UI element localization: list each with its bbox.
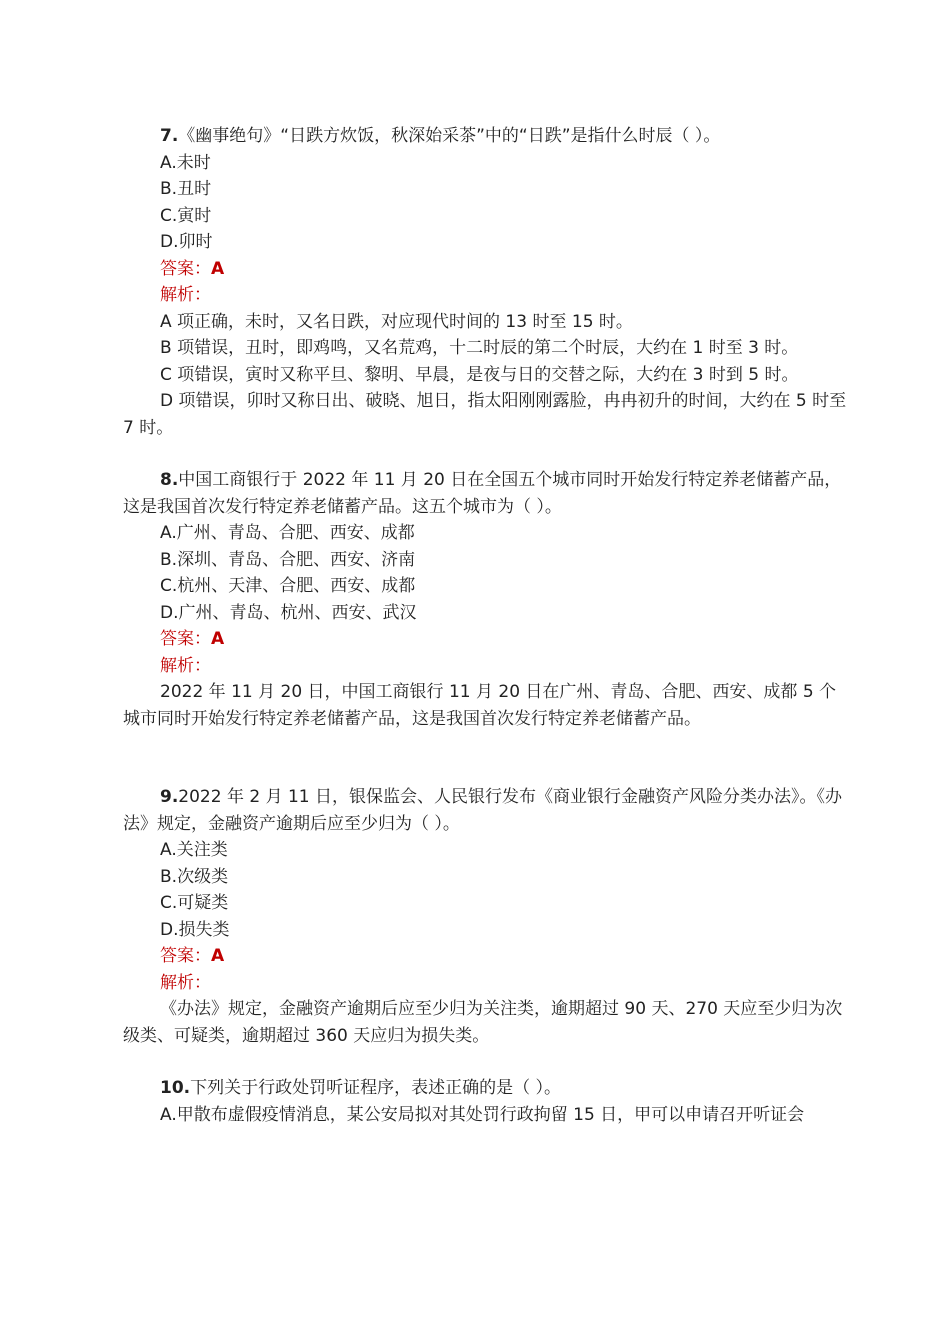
question-text: 中国工商银行于 2022 年 11 月 20 日在全国五个城市同时开始发行特定养老储蓄产品，这是我国首次发行特定养老储蓄产品。这五个城市为（ ）。 — [123, 470, 842, 517]
spacer — [123, 732, 847, 784]
answer-value: A — [211, 258, 225, 279]
answer-line — [123, 256, 847, 283]
analysis-label: 解析： — [160, 972, 211, 993]
option-b: B.丑时 — [160, 179, 212, 199]
question-number: 10. — [160, 1078, 191, 1098]
question-8 — [123, 467, 847, 732]
option-b: B.深圳、青岛、合肥、西安、济南 — [160, 549, 416, 570]
question-text: 下列关于行政处罚听证程序，表述正确的是（ ）。 — [190, 1078, 562, 1098]
question-9 — [123, 784, 847, 1049]
answer-value: A — [211, 629, 225, 649]
answer-label: 答案： — [160, 629, 211, 649]
question-10 — [123, 1075, 847, 1128]
option-d: D.损失类 — [160, 919, 230, 940]
option-a: A.甲散布虚假疫情消息，某公安局拟对其处罚行政拘留 15 日，甲可以申请召开听证会 — [160, 1104, 805, 1125]
option-c: C.寅时 — [160, 205, 212, 226]
question-stem — [123, 123, 847, 150]
question-stem — [123, 784, 847, 837]
analysis-label: 解析： — [160, 285, 211, 305]
option-d: D.卯时 — [160, 232, 213, 252]
option-a: A.广州、青岛、合肥、西安、成都 — [160, 523, 415, 543]
question-7 — [123, 123, 847, 441]
option-a: A.关注类 — [160, 840, 228, 860]
document-page — [123, 123, 847, 1128]
analysis-paragraph: B 项错误，丑时，即鸡鸣，又名荒鸡，十二时辰的第二个时辰，大约在 1 时至 3 时。 — [160, 338, 799, 358]
analysis-paragraph: 2022 年 11 月 20 日，中国工商银行 11 月 20 日在广州、青岛、合肥、西安、成都 5 个城市同时开始发行特定养老储蓄产品，这是我国首次发行特定养老储蓄产品。 — [123, 682, 837, 729]
answer-label: 答案： — [160, 258, 211, 279]
analysis-label: 解析： — [160, 655, 211, 676]
answer-label: 答案： — [160, 946, 211, 966]
question-text: 《幽事绝句》“日跌方炊饭，秋深始采茶”中的“日跌”是指什么时辰（ ）。 — [178, 126, 721, 146]
answer-line — [123, 943, 847, 970]
analysis-paragraph: A 项正确，未时，又名日跌，对应现代时间的 13 时至 15 时。 — [160, 311, 633, 332]
question-number: 9. — [160, 787, 179, 807]
answer-line — [123, 626, 847, 653]
analysis-paragraph: C 项错误，寅时又称平旦、黎明、早晨，是夜与日的交替之际，大约在 3 时到 5 时。 — [160, 364, 799, 385]
option-c: C.可疑类 — [160, 893, 229, 913]
answer-value: A — [211, 946, 225, 966]
option-b: B.次级类 — [160, 866, 229, 887]
analysis-paragraph: 《办法》规定，金融资产逾期后应至少归为关注类，逾期超过 90 天、270 天应至少归为次级类、可疑类，逾期超过 360 天应归为损失类。 — [123, 999, 843, 1046]
question-stem — [123, 467, 847, 520]
option-c: C.杭州、天津、合肥、西安、成都 — [160, 576, 416, 596]
question-stem — [123, 1075, 847, 1102]
option-a: A.未时 — [160, 152, 211, 173]
question-number: 8. — [160, 470, 179, 490]
spacer — [123, 1049, 847, 1075]
option-d: D.广州、青岛、杭州、西安、武汉 — [160, 602, 417, 623]
question-text: 2022 年 2 月 11 日，银保监会、人民银行发布《商业银行金融资产风险分类办法》。《办法》规定，金融资产逾期后应至少归为（ ）。 — [123, 787, 843, 834]
spacer — [123, 441, 847, 467]
analysis-paragraph: D 项错误，卯时又称日出、破晓、旭日，指太阳刚刚露脸，冉冉初升的时间，大约在 5 时至 7 时。 — [123, 391, 847, 438]
question-number: 7. — [160, 126, 179, 146]
